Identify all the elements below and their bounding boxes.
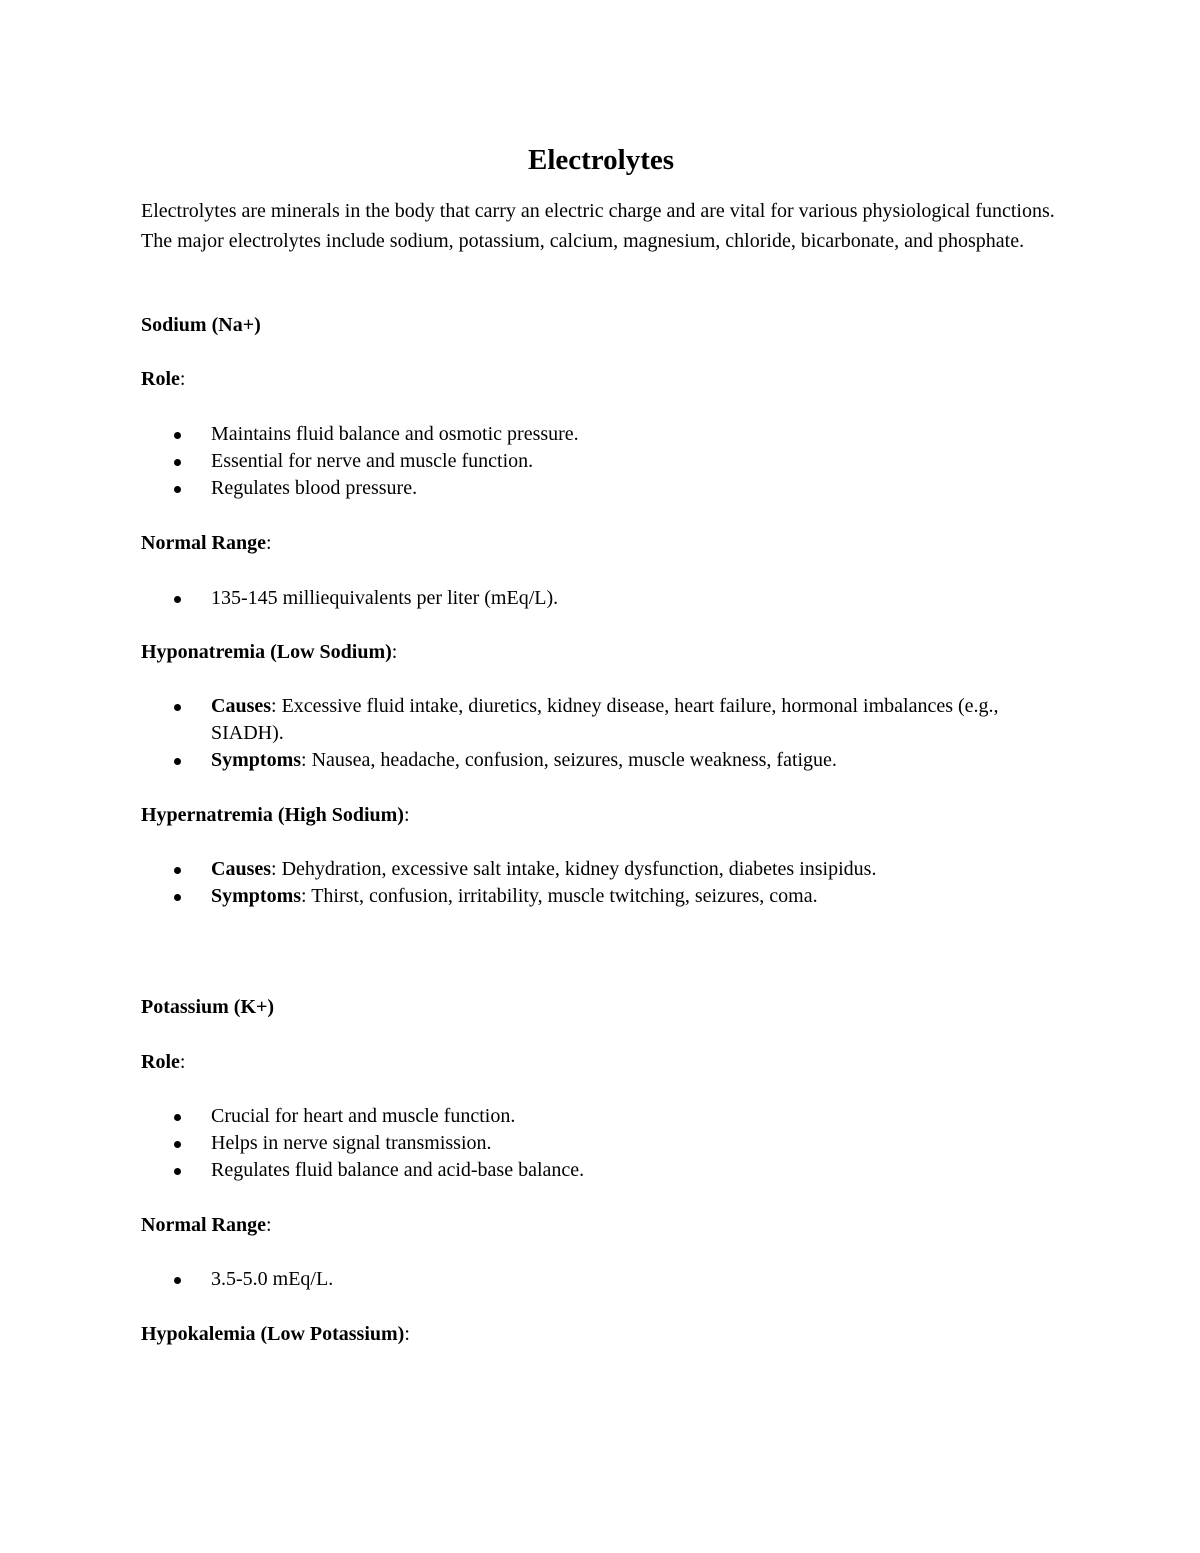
bullet-icon (174, 432, 181, 439)
bullet-icon (174, 894, 181, 901)
sodium-heading: Sodium (Na+) (141, 314, 261, 336)
bullet-icon (174, 1141, 181, 1148)
list-item: Regulates fluid balance and acid-base balance. (141, 1157, 1021, 1184)
sodium-range-label: Normal Range: (141, 532, 272, 554)
bullet-icon (174, 596, 181, 603)
sodium-role-list (141, 421, 1021, 502)
hypernatremia-list (141, 856, 1021, 910)
bullet-icon (174, 704, 181, 711)
list-item: Regulates blood pressure. (141, 475, 1021, 502)
hypokalemia-label: Hypokalemia (Low Potassium): (141, 1323, 410, 1345)
list-item: Essential for nerve and muscle function. (141, 448, 1021, 475)
hyponatremia-list (141, 693, 1021, 774)
list-item: 3.5-5.0 mEq/L. (141, 1266, 1021, 1293)
page-title: Electrolytes (527, 144, 675, 176)
potassium-range-list (141, 1266, 1021, 1293)
potassium-role-label: Role: (141, 1051, 186, 1073)
hypernatremia-label: Hypernatremia (High Sodium): (141, 804, 410, 826)
list-item: Causes: Dehydration, excessive salt intake, kidney dysfunction, diabetes insipidus. (141, 856, 1021, 883)
list-item: Maintains fluid balance and osmotic pressure. (141, 421, 1021, 448)
list-item: Symptoms: Thirst, confusion, irritability, muscle twitching, seizures, coma. (141, 883, 1021, 910)
potassium-heading: Potassium (K+) (141, 996, 275, 1018)
list-item: Causes: Excessive fluid intake, diuretics, kidney disease, heart failure, hormonal imbalances (e.g., SIADH). (141, 693, 1021, 747)
bullet-icon (174, 486, 181, 493)
list-item: Helps in nerve signal transmission. (141, 1130, 1021, 1157)
bullet-icon (174, 1168, 181, 1175)
list-item: Symptoms: Nausea, headache, confusion, seizures, muscle weakness, fatigue. (141, 747, 1021, 774)
list-item: Crucial for heart and muscle function. (141, 1103, 1021, 1130)
intro-paragraph: Electrolytes are minerals in the body that carry an electric charge and are vital for various physiological functions. The major electrolytes include sodium, potassium, calcium, magnesium, chloride, bicarbonate, and phosphate. (141, 200, 1055, 252)
bullet-icon (174, 758, 181, 765)
sodium-role-label: Role: (141, 368, 186, 390)
potassium-range-label: Normal Range: (141, 1214, 272, 1236)
list-item: 135-145 milliequivalents per liter (mEq/L). (141, 585, 1021, 612)
hyponatremia-label: Hyponatremia (Low Sodium): (141, 641, 398, 663)
bullet-icon (174, 1277, 181, 1284)
bullet-icon (174, 867, 181, 874)
bullet-icon (174, 459, 181, 466)
bullet-icon (174, 1114, 181, 1121)
sodium-range-list (141, 585, 1021, 612)
potassium-role-list (141, 1103, 1021, 1184)
